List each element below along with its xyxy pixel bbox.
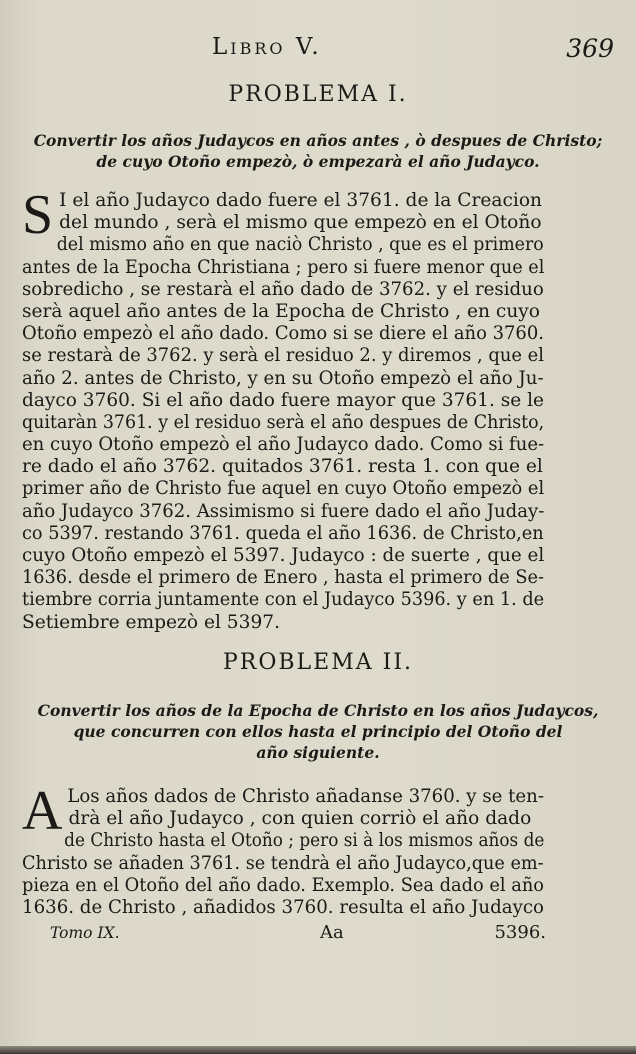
text-line: 1636. desde el primero de Enero , hasta el primero de Se- bbox=[22, 567, 544, 589]
volume-label: Tomo IX. bbox=[50, 924, 120, 942]
text-line: 1636. de Christo , añadidos 3760. resulta el año Judayco bbox=[22, 896, 544, 918]
drop-cap: S bbox=[22, 184, 54, 246]
statement-line: que concurren con ellos hasta el principio del Otoño del bbox=[73, 722, 563, 741]
drop-cap: A bbox=[22, 780, 63, 842]
catchword: 5396. bbox=[494, 922, 546, 943]
problem-2-statement bbox=[30, 700, 606, 763]
text-line: del mundo , serà el mismo que empezò en el Otoño bbox=[59, 212, 542, 234]
text-line: de Christo hasta el Otoño ; pero si à los mismos años de bbox=[64, 830, 545, 852]
text-line: Otoño empezò el año dado. Como si se diere el año 3760. bbox=[22, 323, 544, 345]
statement-line: año siguiente. bbox=[256, 743, 380, 762]
text-line: año 2. antes de Christo, y en su Otoño empezò el año Ju- bbox=[22, 367, 544, 389]
text-line: cuyo Otoño empezò el 5397. Judayco : de suerte , que el bbox=[22, 545, 545, 566]
text-line: dayco 3760. Si el año dado fuere mayor que 3761. se le bbox=[22, 389, 544, 411]
statement-line: de cuyo Otoño empezò, ò empezarà el año Judayco. bbox=[96, 152, 540, 171]
page-header bbox=[22, 34, 614, 64]
text-line: se restarà de 3762. y serà el residuo 2. y diremos , que el bbox=[22, 345, 545, 367]
text-line: serà aquel año antes de la Epocha de Christo , en cuyo bbox=[22, 300, 540, 322]
text-line: primer año de Christo fue aquel en cuyo Otoño empezò el bbox=[22, 478, 545, 500]
running-title: Libro V. bbox=[212, 34, 322, 60]
page-footer bbox=[50, 922, 546, 946]
text-line: I el año Judayco dado fuere el 3761. de la Creacion bbox=[59, 190, 543, 211]
problem-2-body bbox=[22, 780, 545, 919]
problem-1-statement bbox=[30, 130, 606, 172]
text-line: año Judayco 3762. Assimismo si fuere dado el año Juday- bbox=[22, 500, 545, 522]
text-line: Christo se añaden 3761. se tendrà el año Judayco,que em- bbox=[22, 852, 544, 874]
text-line: del mismo año en que naciò Christo , que es el primero bbox=[56, 234, 544, 256]
page-shadow bbox=[0, 1046, 636, 1054]
signature-mark: Aa bbox=[320, 922, 344, 943]
problem-1-heading: PROBLEMA I. bbox=[228, 82, 408, 107]
text-line: Los años dados de Christo añadanse 3760. y se ten- bbox=[67, 786, 544, 807]
problem-2-heading: PROBLEMA II. bbox=[222, 650, 414, 675]
text-line: tiembre corria juntamente con el Judayco 5396. y en 1. de bbox=[22, 589, 545, 611]
text-line: pieza en el Otoño del año dado. Exemplo. Sea dado el año bbox=[22, 874, 544, 896]
text-line: antes de la Epocha Christiana ; pero si fuere menor que el bbox=[22, 256, 545, 278]
text-line: drà el año Judayco , con quien corriò el año dado bbox=[68, 808, 532, 830]
statement-line: Convertir los años de la Epocha de Christo en los años Judaycos, bbox=[37, 701, 599, 720]
text-line: sobredicho , se restarà el año dado de 3762. y el residuo bbox=[22, 278, 544, 300]
text-line: Setiembre empezò el 5397. bbox=[22, 611, 281, 633]
text-line: re dado el año 3762. quitados 3761. resta 1. con que el bbox=[22, 456, 543, 478]
problem-1-body bbox=[22, 184, 545, 634]
text-line: en cuyo Otoño empezò el año Judayco dado. Como si fue- bbox=[22, 434, 545, 456]
text-line: quitaràn 3761. y el residuo serà el año despues de Christo, bbox=[22, 411, 545, 433]
page-number: 369 bbox=[566, 34, 614, 63]
statement-line: Convertir los años Judaycos en años antes , ò despues de Christo; bbox=[33, 131, 603, 150]
text-line: co 5397. restando 3761. queda el año 1636. de Christo,en bbox=[22, 522, 544, 544]
